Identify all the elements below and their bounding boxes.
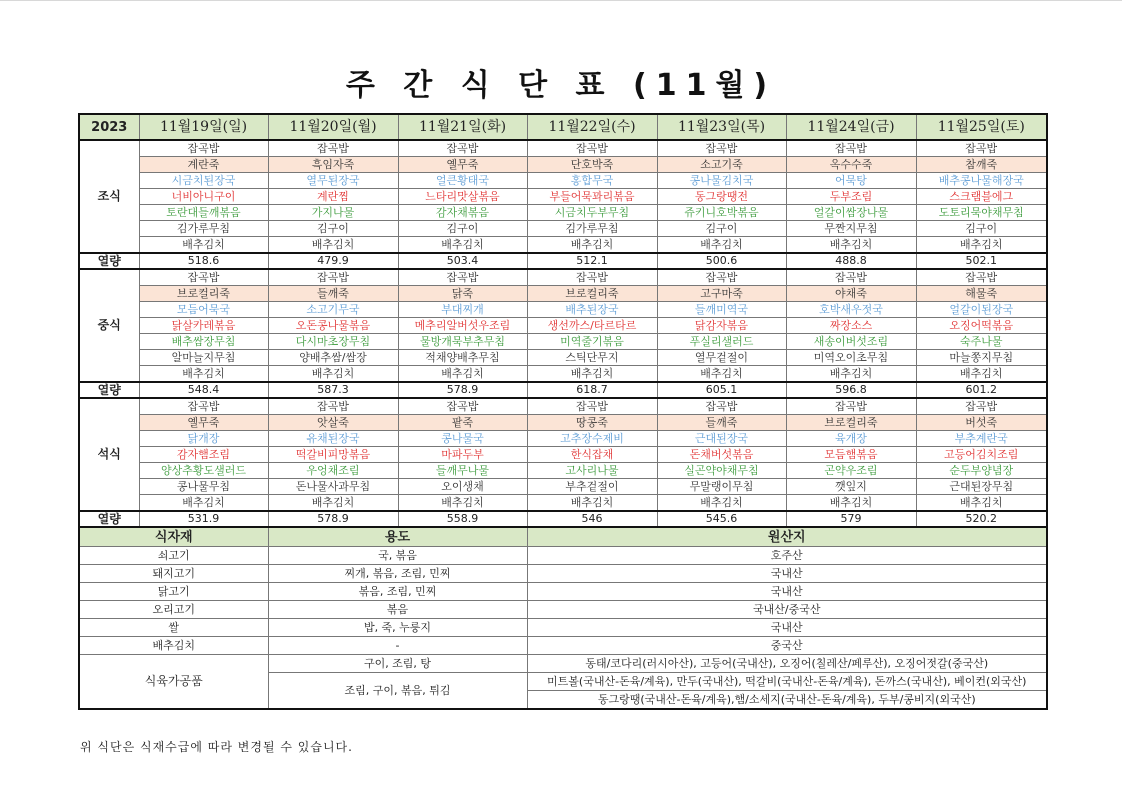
origin-header-origin: 원산지	[527, 527, 1047, 547]
menu-item: 김구이	[398, 221, 527, 237]
menu-item: 들깨죽	[657, 415, 786, 431]
menu-item: 오징어떡볶음	[916, 318, 1047, 334]
menu-item: 동그랑땡전	[657, 189, 786, 205]
menu-item: 배추김치	[916, 237, 1047, 254]
menu-item: 단호박죽	[527, 157, 657, 173]
menu-item: 얼큰황태국	[398, 173, 527, 189]
calorie-value: 512.1	[527, 253, 657, 269]
menu-item: 떡갈비피망볶음	[268, 447, 398, 463]
menu-item: 김구이	[657, 221, 786, 237]
menu-row	[79, 495, 1047, 512]
menu-item: 들깨무나물	[398, 463, 527, 479]
origin-row	[79, 655, 1047, 673]
menu-item: 마파두부	[398, 447, 527, 463]
menu-item: 스틱단무지	[527, 350, 657, 366]
menu-item: 김가루무침	[139, 221, 268, 237]
menu-row	[79, 302, 1047, 318]
menu-item: 들깨죽	[268, 286, 398, 302]
day-header: 11월22일(수)	[527, 114, 657, 140]
origin-use: 밥, 죽, 누룽지	[268, 619, 527, 637]
year-cell: 2023	[79, 114, 139, 140]
menu-item: 유채된장국	[268, 431, 398, 447]
menu-item: 스크램블에그	[916, 189, 1047, 205]
day-header: 11월23일(목)	[657, 114, 786, 140]
menu-row	[79, 334, 1047, 350]
origin-item: 식육가공품	[79, 655, 268, 710]
calorie-value: 520.2	[916, 511, 1047, 527]
menu-item: 감자햄조림	[139, 447, 268, 463]
origin-use: 국, 볶음	[268, 547, 527, 565]
menu-item: 돈채버섯볶음	[657, 447, 786, 463]
calorie-value: 546	[527, 511, 657, 527]
menu-item: 토란대들깨볶음	[139, 205, 268, 221]
menu-item: 근대된장무침	[916, 479, 1047, 495]
menu-item: 콩나물김치국	[657, 173, 786, 189]
menu-item: 계란찜	[268, 189, 398, 205]
menu-row	[79, 269, 1047, 286]
calorie-label: 열량	[79, 382, 139, 398]
menu-item: 배추김치	[139, 237, 268, 254]
menu-item: 브로컬리죽	[527, 286, 657, 302]
menu-row	[79, 366, 1047, 383]
menu-item: 잡곡밥	[527, 140, 657, 157]
origin-country: 미트볼(국내산-돈육/계육), 만두(국내산), 떡갈비(국내산-돈육/계육), 돈까스(국내산), 베이컨(외국산)	[527, 673, 1047, 691]
menu-item: 물방개묵부추무침	[398, 334, 527, 350]
menu-item: 잡곡밥	[657, 140, 786, 157]
menu-item: 배추김치	[268, 237, 398, 254]
calorie-value: 601.2	[916, 382, 1047, 398]
menu-row	[79, 140, 1047, 157]
menu-item: 팥죽	[398, 415, 527, 431]
menu-item: 모듬햄볶음	[786, 447, 916, 463]
origin-item: 배추김치	[79, 637, 268, 655]
menu-item: 배추김치	[527, 366, 657, 383]
day-header: 11월21일(화)	[398, 114, 527, 140]
menu-item: 한식잡채	[527, 447, 657, 463]
menu-item: 배추김치	[398, 237, 527, 254]
calorie-value: 618.7	[527, 382, 657, 398]
menu-item: 배추김치	[657, 366, 786, 383]
menu-item: 잡곡밥	[916, 269, 1047, 286]
menu-item: 김구이	[916, 221, 1047, 237]
calorie-value: 545.6	[657, 511, 786, 527]
menu-item: 배추김치	[786, 495, 916, 512]
menu-item: 두부조림	[786, 189, 916, 205]
menu-item: 잡곡밥	[916, 140, 1047, 157]
calorie-value: 518.6	[139, 253, 268, 269]
menu-item: 해물죽	[916, 286, 1047, 302]
menu-item: 배추김치	[657, 237, 786, 254]
origin-item: 닭고기	[79, 583, 268, 601]
calorie-value: 578.9	[398, 382, 527, 398]
menu-item: 시금치두부무침	[527, 205, 657, 221]
calorie-value: 558.9	[398, 511, 527, 527]
menu-item: 부대찌개	[398, 302, 527, 318]
menu-item: 계란죽	[139, 157, 268, 173]
menu-item: 배추콩나물해장국	[916, 173, 1047, 189]
calorie-value: 503.4	[398, 253, 527, 269]
menu-item: 잡곡밥	[139, 398, 268, 415]
menu-item: 잡곡밥	[657, 269, 786, 286]
menu-item: 부추계란국	[916, 431, 1047, 447]
menu-row	[79, 463, 1047, 479]
menu-item: 참깨죽	[916, 157, 1047, 173]
origin-row	[79, 547, 1047, 565]
menu-item: 양배추쌈/쌈장	[268, 350, 398, 366]
origin-row	[79, 601, 1047, 619]
footer-note: 위 식단은 식재수급에 따라 변경될 수 있습니다.	[80, 740, 353, 754]
menu-item: 잡곡밥	[786, 398, 916, 415]
menu-item: 근대된장국	[657, 431, 786, 447]
menu-item: 어묵탕	[786, 173, 916, 189]
calorie-label: 열량	[79, 253, 139, 269]
menu-item: 마늘쫑지무침	[916, 350, 1047, 366]
menu-item: 버섯죽	[916, 415, 1047, 431]
menu-item: 소고기죽	[657, 157, 786, 173]
menu-item: 얼갈이쌈장나물	[786, 205, 916, 221]
menu-item: 소고기무국	[268, 302, 398, 318]
menu-row	[79, 415, 1047, 431]
origin-header-row	[79, 527, 1047, 547]
menu-item: 쥬키니호박볶음	[657, 205, 786, 221]
origin-item: 쌀	[79, 619, 268, 637]
meal-label: 조식	[79, 140, 139, 253]
calorie-row	[79, 253, 1047, 269]
menu-item: 시금치된장국	[139, 173, 268, 189]
origin-country: 국내산/중국산	[527, 601, 1047, 619]
origin-row	[79, 619, 1047, 637]
menu-item: 우엉채조림	[268, 463, 398, 479]
menu-item: 배추김치	[139, 495, 268, 512]
menu-item: 고등어김치조림	[916, 447, 1047, 463]
menu-item: 가지나물	[268, 205, 398, 221]
menu-row	[79, 221, 1047, 237]
menu-row	[79, 237, 1047, 254]
menu-item: 배추쌈장무침	[139, 334, 268, 350]
menu-item: 열무겉절이	[657, 350, 786, 366]
menu-item: 잡곡밥	[139, 140, 268, 157]
menu-item: 옐무죽	[139, 415, 268, 431]
meal-label: 중식	[79, 269, 139, 382]
calorie-row	[79, 382, 1047, 398]
origin-item: 쇠고기	[79, 547, 268, 565]
origin-country: 중국산	[527, 637, 1047, 655]
menu-item: 홍합무국	[527, 173, 657, 189]
calorie-value: 500.6	[657, 253, 786, 269]
menu-item: 돈나물사과무침	[268, 479, 398, 495]
calorie-value: 502.1	[916, 253, 1047, 269]
menu-item: 적채양배추무침	[398, 350, 527, 366]
menu-item: 잡곡밥	[786, 269, 916, 286]
origin-country: 국내산	[527, 619, 1047, 637]
menu-item: 브로컬리죽	[139, 286, 268, 302]
menu-item: 배추김치	[527, 495, 657, 512]
day-header: 11월24일(금)	[786, 114, 916, 140]
menu-item: 닭개장	[139, 431, 268, 447]
menu-item: 잡곡밥	[268, 140, 398, 157]
day-header-row	[79, 114, 1047, 140]
menu-item: 호박새우젓국	[786, 302, 916, 318]
menu-item: 곤약우조림	[786, 463, 916, 479]
menu-item: 열무된장국	[268, 173, 398, 189]
menu-item: 야채죽	[786, 286, 916, 302]
menu-item: 브로컬리죽	[786, 415, 916, 431]
calorie-value: 488.8	[786, 253, 916, 269]
menu-item: 닭죽	[398, 286, 527, 302]
calorie-value: 531.9	[139, 511, 268, 527]
menu-item: 미역줄기볶음	[527, 334, 657, 350]
menu-item: 다시마초장무침	[268, 334, 398, 350]
menu-item: 잡곡밥	[527, 269, 657, 286]
meal-label: 석식	[79, 398, 139, 511]
origin-row	[79, 637, 1047, 655]
menu-item: 김구이	[268, 221, 398, 237]
origin-country: 국내산	[527, 565, 1047, 583]
menu-item: 잡곡밥	[398, 398, 527, 415]
menu-item: 잡곡밥	[268, 398, 398, 415]
menu-row	[79, 350, 1047, 366]
menu-row	[79, 431, 1047, 447]
menu-item: 고추장수제비	[527, 431, 657, 447]
menu-item: 새송이버섯조림	[786, 334, 916, 350]
menu-item: 배추김치	[268, 495, 398, 512]
menu-item: 들깨미역국	[657, 302, 786, 318]
menu-item: 순두부양념장	[916, 463, 1047, 479]
origin-use: 볶음	[268, 601, 527, 619]
calorie-row	[79, 511, 1047, 527]
calorie-value: 479.9	[268, 253, 398, 269]
menu-item: 옐무죽	[398, 157, 527, 173]
menu-item: 감자채볶음	[398, 205, 527, 221]
menu-row	[79, 157, 1047, 173]
menu-row	[79, 318, 1047, 334]
menu-item: 잡곡밥	[527, 398, 657, 415]
calorie-value: 579	[786, 511, 916, 527]
menu-item: 고구마죽	[657, 286, 786, 302]
day-header: 11월19일(일)	[139, 114, 268, 140]
menu-item: 푸실리샐러드	[657, 334, 786, 350]
menu-item: 잡곡밥	[657, 398, 786, 415]
origin-use: -	[268, 637, 527, 655]
menu-item: 알마늘지무침	[139, 350, 268, 366]
origin-header-item: 식자재	[79, 527, 268, 547]
menu-item: 닭감자볶음	[657, 318, 786, 334]
menu-item: 배추김치	[786, 366, 916, 383]
origin-header-use: 용도	[268, 527, 527, 547]
menu-row	[79, 189, 1047, 205]
menu-item: 육개장	[786, 431, 916, 447]
menu-row	[79, 173, 1047, 189]
menu-item: 배추김치	[139, 366, 268, 383]
page-title: 주 간 식 단 표 (11월)	[345, 68, 777, 103]
calorie-value: 596.8	[786, 382, 916, 398]
menu-item: 앗살죽	[268, 415, 398, 431]
origin-country: 동그랑땡(국내산-돈육/계육),햄/소세지(국내산-돈육/계육), 두부/콩비지(외국산)	[527, 691, 1047, 710]
menu-item: 무짠지무침	[786, 221, 916, 237]
menu-item: 배추김치	[527, 237, 657, 254]
menu-item: 부들어묵꽈리볶음	[527, 189, 657, 205]
menu-item: 너비아니구이	[139, 189, 268, 205]
origin-use: 볶음, 조림, 민찌	[268, 583, 527, 601]
calorie-value: 587.3	[268, 382, 398, 398]
origin-row	[79, 565, 1047, 583]
menu-item: 땅콩죽	[527, 415, 657, 431]
menu-item: 무말랭이무침	[657, 479, 786, 495]
menu-item: 잡곡밥	[139, 269, 268, 286]
origin-country: 국내산	[527, 583, 1047, 601]
menu-item: 오이생채	[398, 479, 527, 495]
menu-item: 콩나물국	[398, 431, 527, 447]
top-border	[0, 0, 1122, 1]
menu-item: 잡곡밥	[398, 140, 527, 157]
menu-item: 잡곡밥	[916, 398, 1047, 415]
day-header: 11월20일(월)	[268, 114, 398, 140]
menu-row	[79, 447, 1047, 463]
calorie-value: 605.1	[657, 382, 786, 398]
menu-item: 잡곡밥	[786, 140, 916, 157]
origin-country: 호주산	[527, 547, 1047, 565]
menu-row	[79, 398, 1047, 415]
origin-use: 구이, 조림, 탕	[268, 655, 527, 673]
menu-item: 메추리알버섯우조림	[398, 318, 527, 334]
menu-item: 모듬어묵국	[139, 302, 268, 318]
menu-item: 양상추황도샐러드	[139, 463, 268, 479]
menu-item: 미역오이초무침	[786, 350, 916, 366]
menu-item: 콩나물무침	[139, 479, 268, 495]
menu-item: 오돈콩나물볶음	[268, 318, 398, 334]
origin-use: 찌개, 볶음, 조림, 민찌	[268, 565, 527, 583]
menu-item: 깻잎지	[786, 479, 916, 495]
menu-item: 닭살카레볶음	[139, 318, 268, 334]
menu-item: 고사리나물	[527, 463, 657, 479]
menu-item: 배추김치	[398, 495, 527, 512]
origin-item: 오리고기	[79, 601, 268, 619]
menu-item: 배추김치	[657, 495, 786, 512]
menu-row	[79, 286, 1047, 302]
weekly-menu-table	[78, 113, 1048, 710]
origin-row	[79, 583, 1047, 601]
origin-country: 동태/코다리(러시아산), 고등어(국내산), 오징어(칠레산/페루산), 오징어젓갈(중국산)	[527, 655, 1047, 673]
menu-item: 배추김치	[916, 495, 1047, 512]
day-header: 11월25일(토)	[916, 114, 1047, 140]
menu-item: 부추겉절이	[527, 479, 657, 495]
calorie-value: 578.9	[268, 511, 398, 527]
menu-item: 생선까스/타르타르	[527, 318, 657, 334]
calorie-label: 열량	[79, 511, 139, 527]
menu-item: 짜장소스	[786, 318, 916, 334]
menu-row	[79, 479, 1047, 495]
menu-item: 실곤약야채무침	[657, 463, 786, 479]
menu-item: 배추김치	[398, 366, 527, 383]
menu-item: 잡곡밥	[398, 269, 527, 286]
menu-item: 배추된장국	[527, 302, 657, 318]
origin-use: 조림, 구이, 볶음, 튀김	[268, 673, 527, 710]
menu-item: 배추김치	[268, 366, 398, 383]
menu-item: 얼갈이된장국	[916, 302, 1047, 318]
menu-item: 김가루무침	[527, 221, 657, 237]
origin-item: 돼지고기	[79, 565, 268, 583]
calorie-value: 548.4	[139, 382, 268, 398]
menu-item: 잡곡밥	[268, 269, 398, 286]
menu-item: 배추김치	[786, 237, 916, 254]
menu-item: 도토리묵야채무침	[916, 205, 1047, 221]
menu-row	[79, 205, 1047, 221]
menu-item: 느타리맛살볶음	[398, 189, 527, 205]
menu-item: 옥수수죽	[786, 157, 916, 173]
menu-item: 배추김치	[916, 366, 1047, 383]
menu-item: 흑임자죽	[268, 157, 398, 173]
menu-item: 숙주나물	[916, 334, 1047, 350]
